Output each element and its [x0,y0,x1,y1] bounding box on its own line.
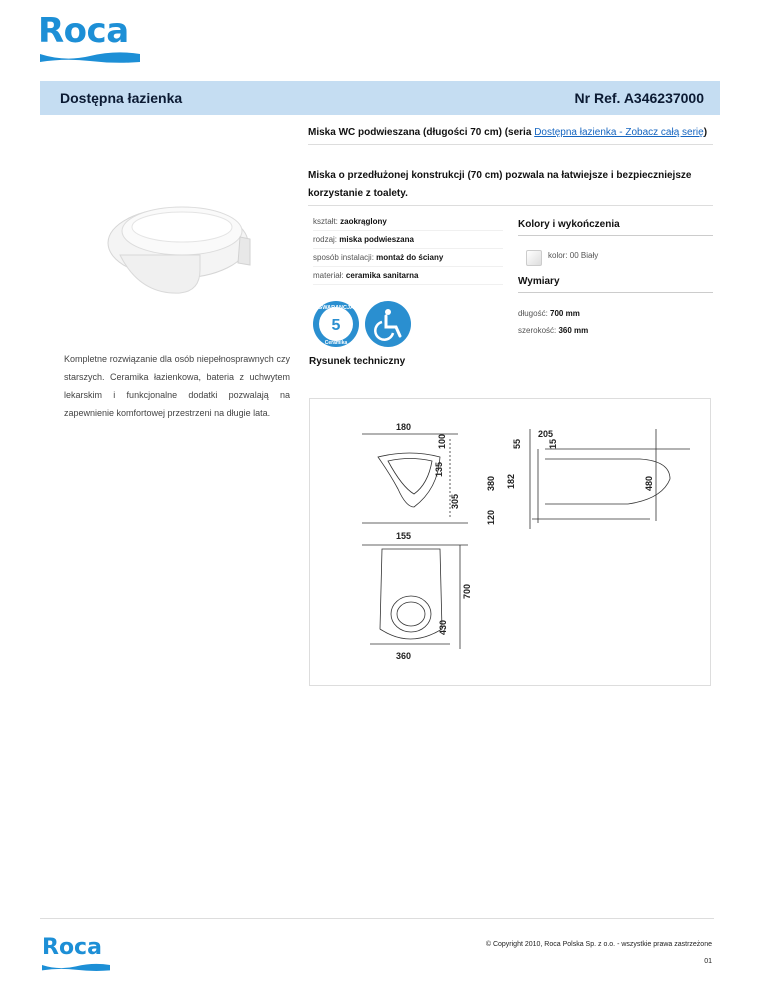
dim-label: 135 [434,461,444,477]
color-label: kolor: 00 Biały [548,251,599,260]
technical-drawing [309,398,711,686]
logo-wordmark: Roca [38,11,129,51]
attribute-row: sposób instalacji: montaż do ściany [313,249,503,267]
footer-divider [40,918,714,919]
page-title: Dostępna łazienka [60,90,183,106]
dim-label: 305 [450,493,460,509]
drawing-labels [396,422,654,661]
attribute-row: rodzaj: miska podwieszana [313,231,503,249]
dim-label: 700 [462,583,472,599]
heading-suffix: ) [703,127,708,138]
dim-label: 182 [506,473,516,489]
dim-label: 430 [438,619,448,635]
svg-text:5: 5 [331,317,341,334]
dim-label: 360 [396,651,412,661]
badge-icons [312,300,422,348]
dimensions-heading: Wymiary [518,276,713,293]
roca-logo [38,11,142,62]
dimensions-list [518,305,588,339]
copyright-text: © Copyright 2010, Roca Polska Sp. z o.o. - wszystkie prawa zastrzeżone [485,941,712,948]
footer-logo [42,937,110,977]
product-image [100,175,270,325]
dim-label: 120 [486,509,496,525]
title-band [40,81,720,115]
product-description: Kompletne rozwiązanie dla osób niepełnosprawnych czy starszych. Ceramika łazienkowa, bateria z uchwytem lekarskim i funkcjonalne dodatki pozwalają na zapewnienie komfortowej przestrzeni na długie lata. [64,354,290,418]
warranty-badge-icon [313,301,359,347]
dim-label: 180 [396,422,412,432]
dim-label: 55 [512,438,522,449]
dim-label: 155 [396,531,412,541]
drawing-heading: Rysunek techniczny [309,356,406,367]
attribute-row: kształt: zaokrąglony [313,213,503,231]
product-subheading: Miska o przedłużonej konstrukcji (70 cm) pozwala na łatwiejsze i bezpieczniejsze korzystanie z toalety. [308,167,713,206]
dim-label: 15 [548,438,558,449]
attributes-list [313,213,503,285]
accessibility-icon [365,301,411,347]
reference-number: Nr Ref. A346237000 [574,90,704,106]
attribute-row: materiał: ceramika sanitarna [313,267,503,285]
heading-text: Miska WC podwieszana (długości 70 cm) (seria [308,127,532,138]
page-number: 01 [704,958,712,965]
dim-label: 205 [538,429,554,439]
dim-label: 100 [437,433,447,449]
dimension-row: długość: 700 mm [518,309,580,318]
logo-wave-icon [40,50,140,64]
color-swatch[interactable] [526,250,542,266]
colors-heading: Kolory i wykończenia [518,219,713,236]
badges [312,300,422,353]
series-link[interactable]: Dostępna łazienka - Zobacz całą serię [534,127,704,138]
technical-drawing-svg [310,399,710,685]
svg-text:GWARANCJA: GWARANCJA [317,305,355,311]
footer-logo-wordmark: Roca [42,935,102,960]
dimension-row: szerokość: 360 mm [518,326,589,335]
footer-logo-wave-icon [42,962,110,972]
dim-label: 380 [486,475,496,491]
dim-label: 480 [644,475,654,491]
product-heading [308,124,713,145]
svg-text:Ceramika: Ceramika [324,340,348,346]
